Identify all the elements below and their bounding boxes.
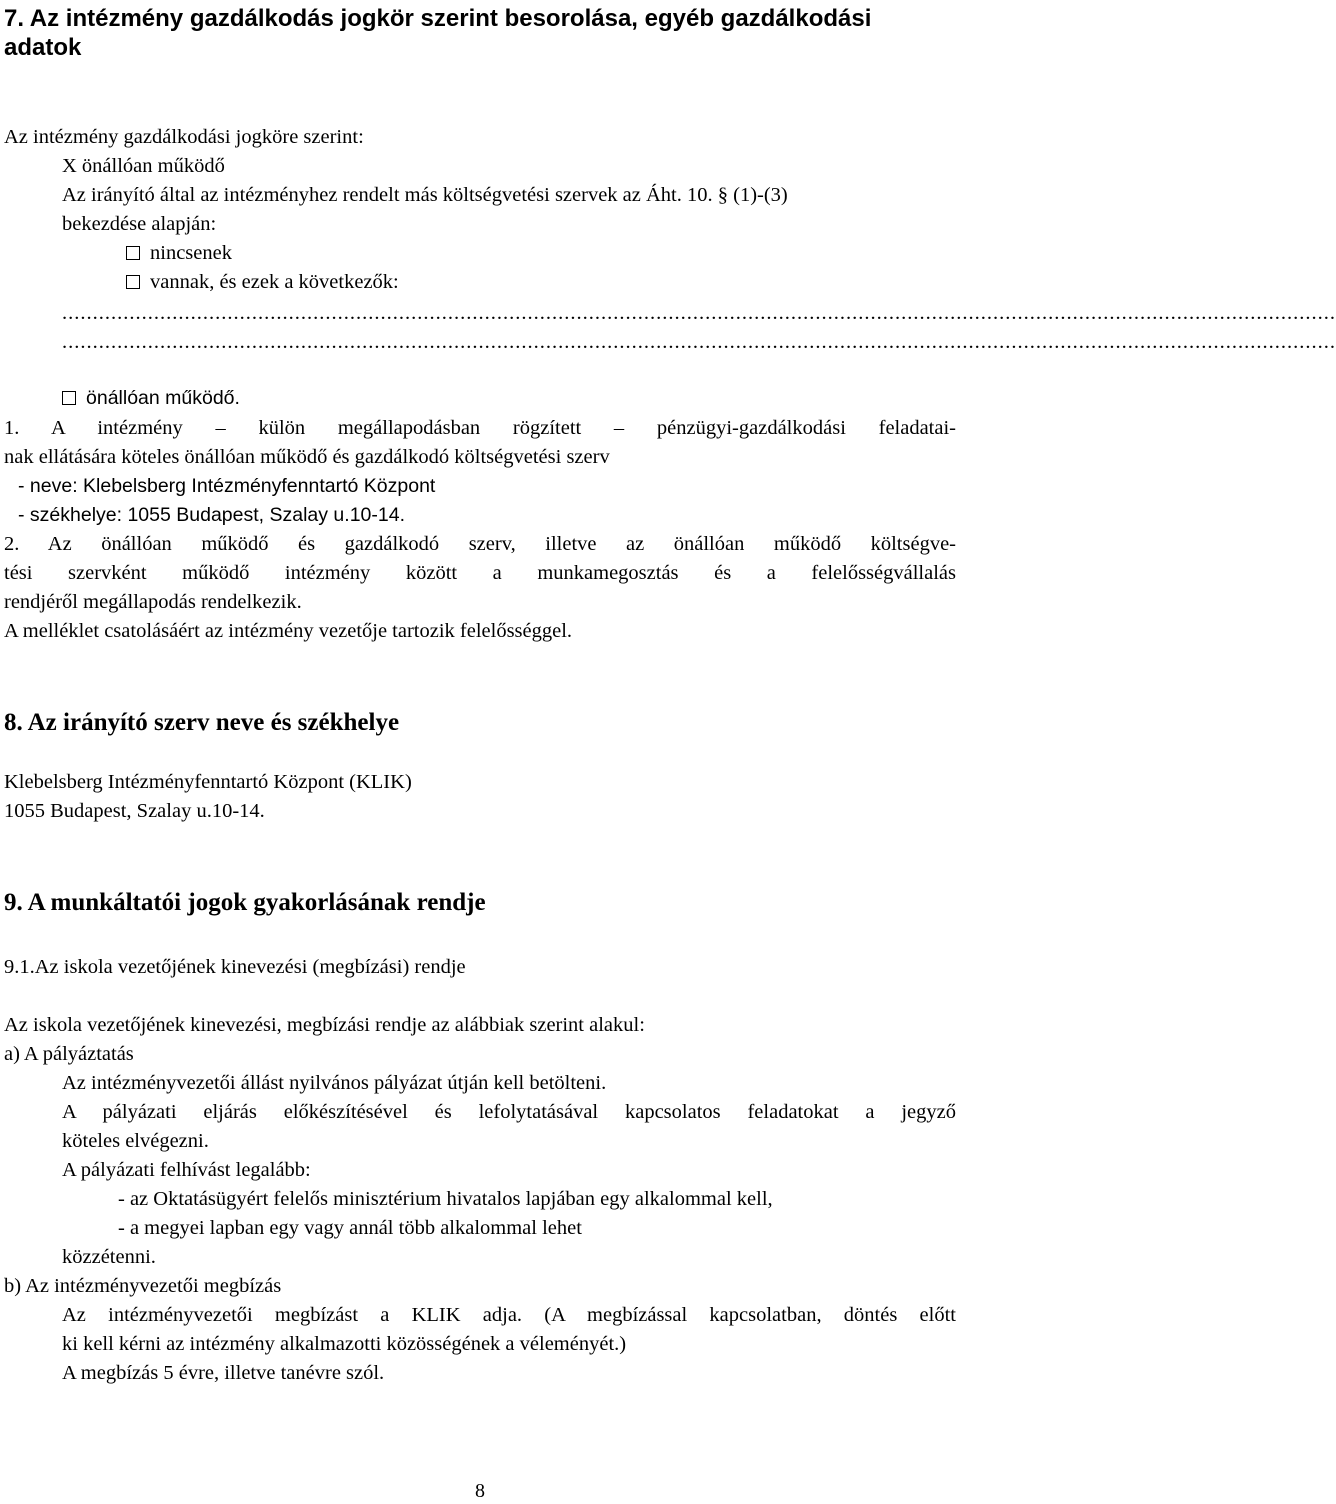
subsection-a-line6: közzétenni. <box>62 1246 156 1268</box>
option-assigned-text-line1: Az irányító által az intézményhez rendelt más költségvetési szervek az Áht. 10. § (1)-(3) <box>62 184 788 206</box>
section-9-heading: 9. A munkáltatói jogok gyakorlásának rendje <box>4 889 486 916</box>
subsection-b-title: b) Az intézményvezetői megbízás <box>4 1275 282 1297</box>
section-9-1-subheading: 9.1.Az iskola vezetőjének kinevezési (megbízási) rendje <box>4 956 466 978</box>
section-8-heading: 8. Az irányító szerv neve és székhelye <box>4 709 400 736</box>
subsection-a-line5: - a megyei lapban egy vagy annál több alkalommal lehet <box>118 1217 582 1239</box>
subsection-a-title: a) A pályáztatás <box>4 1043 134 1065</box>
subsection-a-line2a: A pályázati eljárás előkészítésével és lefolytatásával kapcsolatos feladatokat a jegyző <box>62 1101 956 1123</box>
dotted-fill-line-2: ................................................................................................................................................................................................................ <box>62 331 1336 353</box>
option-exist <box>126 269 399 295</box>
dotted-fill-line-1: ................................................................................................................................................................................................................ <box>62 302 1336 324</box>
paragraph-2-line2: tési szervként működő intézmény között a munkamegosztás és a felelősségvállalás <box>4 562 956 584</box>
section-7-intro: Az intézmény gazdálkodási jogköre szerint: <box>4 126 364 148</box>
option-none-label: nincsenek <box>150 242 232 264</box>
paragraph-2-line1: 2. Az önállóan működő és gazdálkodó szerv, illetve az önállóan működő költségve- <box>4 533 956 555</box>
subsection-b-line1a: Az intézményvezetői megbízást a KLIK adja. (A megbízással kapcsolatban, döntés előtt <box>62 1304 956 1326</box>
option-independent-unchecked <box>62 385 240 411</box>
checkbox-icon <box>62 391 76 405</box>
checkbox-icon <box>126 246 140 260</box>
option-none <box>126 240 232 266</box>
section-7-heading-line1: 7. Az intézmény gazdálkodás jogkör szerint besorolása, egyéb gazdálkodási <box>4 5 872 32</box>
option-exist-label: vannak, és ezek a következők: <box>150 271 399 293</box>
paragraph-1-seat: - székhelye: 1055 Budapest, Szalay u.10-14. <box>18 504 405 526</box>
subsection-a-line1: Az intézményvezetői állást nyilvános pályázat útján kell betölteni. <box>62 1072 607 1094</box>
section-8-address: 1055 Budapest, Szalay u.10-14. <box>4 800 265 822</box>
option-assigned-text-line2: bekezdése alapján: <box>62 213 217 235</box>
paragraph-3: A melléklet csatolásáért az intézmény vezetője tartozik felelősséggel. <box>4 620 573 642</box>
paragraph-1-line1: 1. A intézmény – külön megállapodásban rögzített – pénzügyi-gazdálkodási feladatai- <box>4 417 956 439</box>
option-independent-label: önállóan működő. <box>86 387 240 409</box>
checkbox-icon <box>126 275 140 289</box>
option-independent-checked: X önállóan működő <box>62 155 225 177</box>
paragraph-2-line3: rendjéről megállapodás rendelkezik. <box>4 591 302 613</box>
paragraph-1-line2: nak ellátására köteles önállóan működő és gazdálkodó költségvetési szerv <box>4 446 610 468</box>
section-7-heading-line2: adatok <box>4 34 82 61</box>
subsection-a-line3: A pályázati felhívást legalább: <box>62 1159 311 1181</box>
section-9-intro: Az iskola vezetőjének kinevezési, megbízási rendje az alábbiak szerint alakul: <box>4 1014 645 1036</box>
subsection-a-line2b: köteles elvégezni. <box>62 1130 209 1152</box>
page-number: 8 <box>475 1480 485 1502</box>
section-8-name: Klebelsberg Intézményfenntartó Központ (KLIK) <box>4 771 412 793</box>
subsection-b-line2: A megbízás 5 évre, illetve tanévre szól. <box>62 1362 385 1384</box>
paragraph-1-name: - neve: Klebelsberg Intézményfenntartó Központ <box>18 475 436 497</box>
subsection-b-line1b: ki kell kérni az intézmény alkalmazotti közösségének a véleményét.) <box>62 1333 627 1355</box>
subsection-a-line4: - az Oktatásügyért felelős minisztérium hivatalos lapjában egy alkalommal kell, <box>118 1188 773 1210</box>
